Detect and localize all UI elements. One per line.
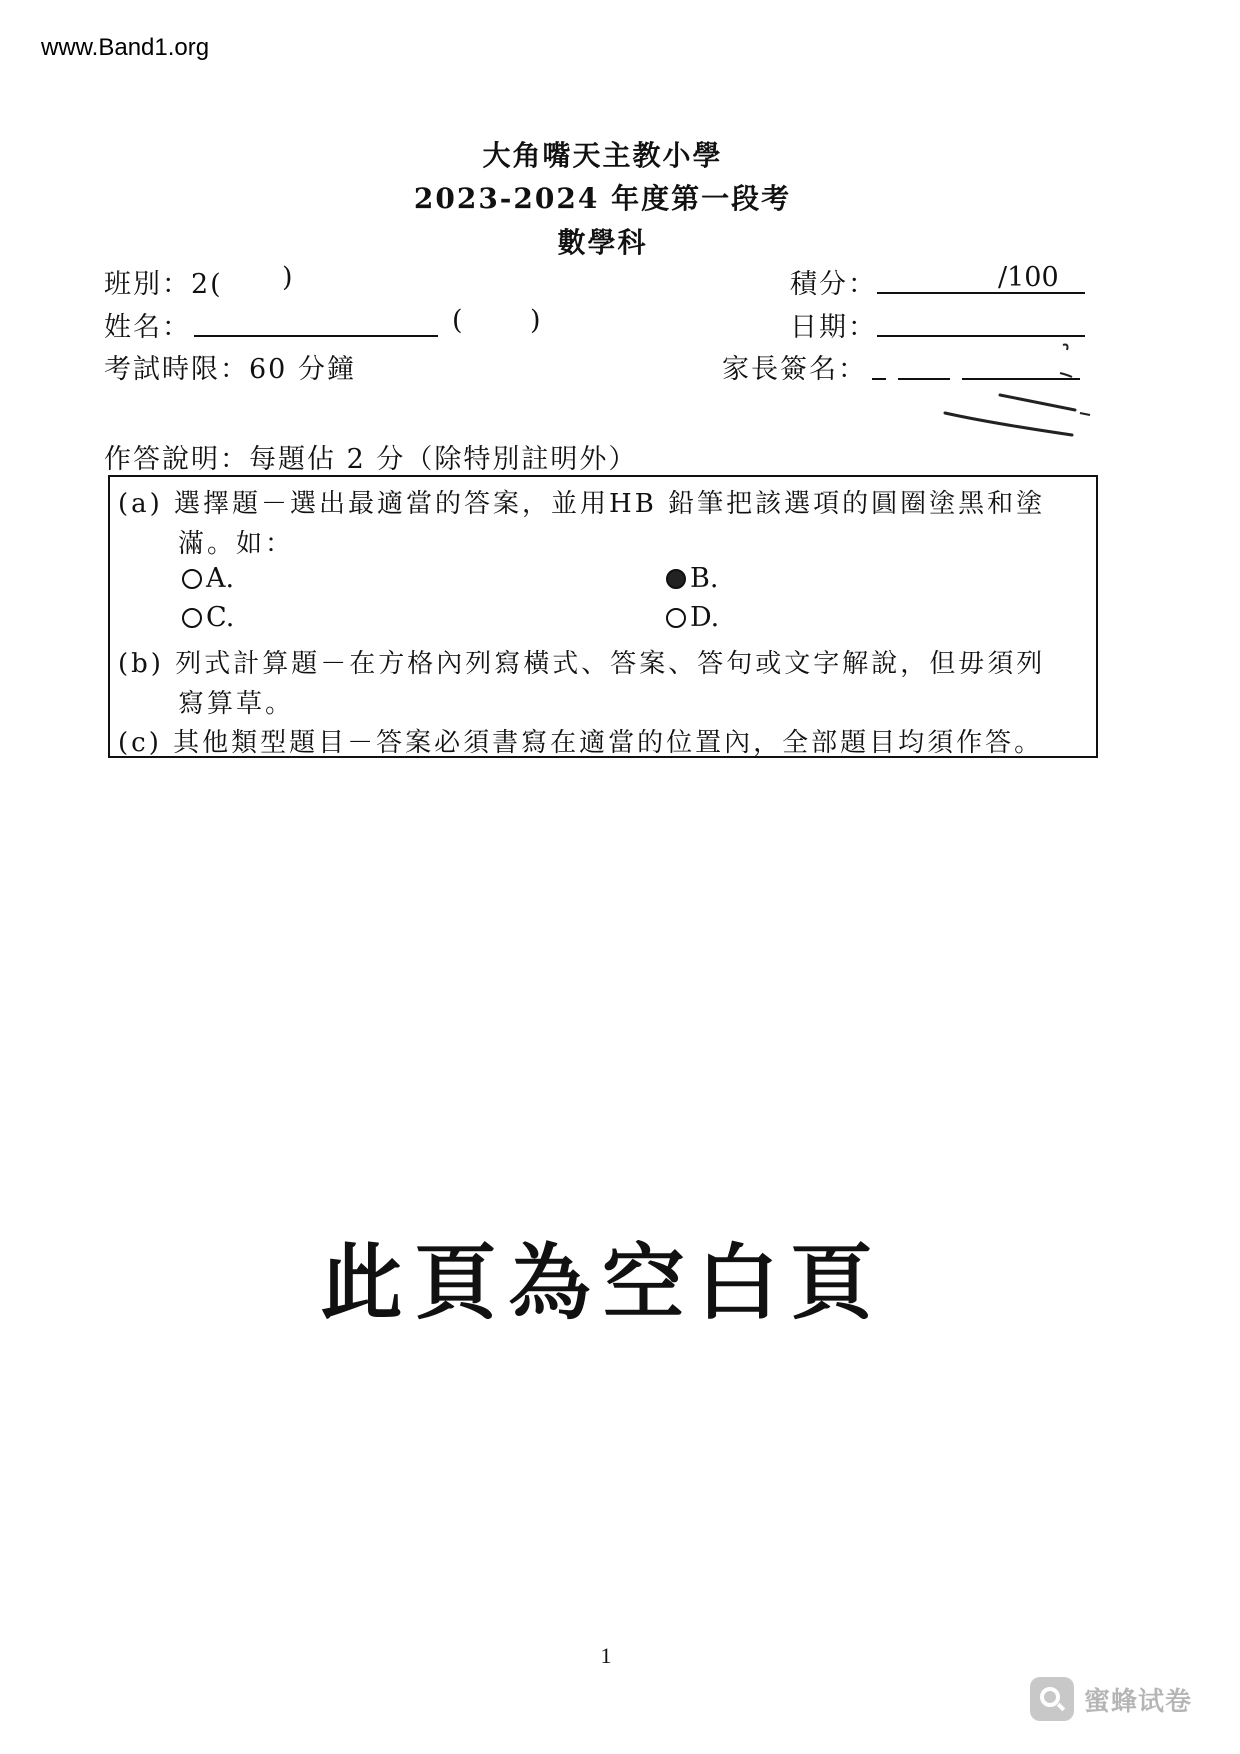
blank-page-notice: 此頁為空白頁 (320, 1235, 885, 1331)
example-option-c (182, 602, 234, 633)
class-label: 班別：2( (104, 269, 223, 300)
example-option-d (666, 602, 719, 633)
option-label: D. (690, 602, 720, 633)
signature-scribble (930, 335, 1100, 445)
example-option-a (182, 563, 234, 594)
instructions-box (108, 475, 1098, 758)
watermark-text: 蜜蜂试卷 (1084, 1686, 1193, 1717)
watermark-logo-icon (1030, 1677, 1074, 1721)
signature-underline-seg1 (872, 378, 886, 380)
watermark (1030, 1677, 1192, 1721)
name-label: 姓名： (104, 312, 191, 343)
exam-term: 2023-2024 年度第一段考 (413, 182, 792, 215)
filled-circle-icon (666, 569, 686, 589)
signature-label: 家長簽名： (722, 354, 867, 385)
class-close-paren: ) (282, 262, 295, 293)
instructions-title: 作答說明：每題佔 2 分（除特別註明外） (104, 444, 638, 475)
option-label: B. (690, 563, 719, 594)
radio-circle-icon (182, 569, 202, 589)
instruction-a-line1: (a) 選擇題－選出最適當的答案，並用HB 鉛筆把該選項的圓圈塗黑和塗 (118, 489, 1046, 519)
name-underline (194, 335, 438, 337)
time-limit: 考試時限：60 分鐘 (104, 354, 356, 385)
example-option-b (666, 563, 718, 594)
instruction-a-line2: 滿。如： (178, 529, 295, 559)
radio-circle-icon (182, 608, 202, 628)
page-number: 1 (600, 1643, 612, 1668)
school-name: 大角嘴天主教小學 (482, 139, 723, 172)
option-label: C. (206, 602, 235, 633)
site-url[interactable]: www.Band1.org (41, 34, 210, 61)
name-paren-open: ( (452, 305, 465, 336)
subject-title: 數學科 (557, 226, 648, 259)
name-paren-close: ) (530, 305, 543, 336)
score-total: /100 (998, 262, 1059, 293)
instruction-b-line2: 寫算草。 (178, 689, 295, 719)
instruction-c-line1: (c) 其他類型題目－答案必須書寫在適當的位置內，全部題目均須作答。 (118, 728, 1044, 758)
date-label: 日期： (790, 312, 877, 343)
instruction-b-line1: (b) 列式計算題－在方格內列寫橫式、答案、答句或文字解說，但毋須列 (118, 649, 1046, 679)
option-label: A. (206, 563, 235, 594)
score-label: 積分： (790, 269, 877, 300)
radio-circle-icon (666, 608, 686, 628)
